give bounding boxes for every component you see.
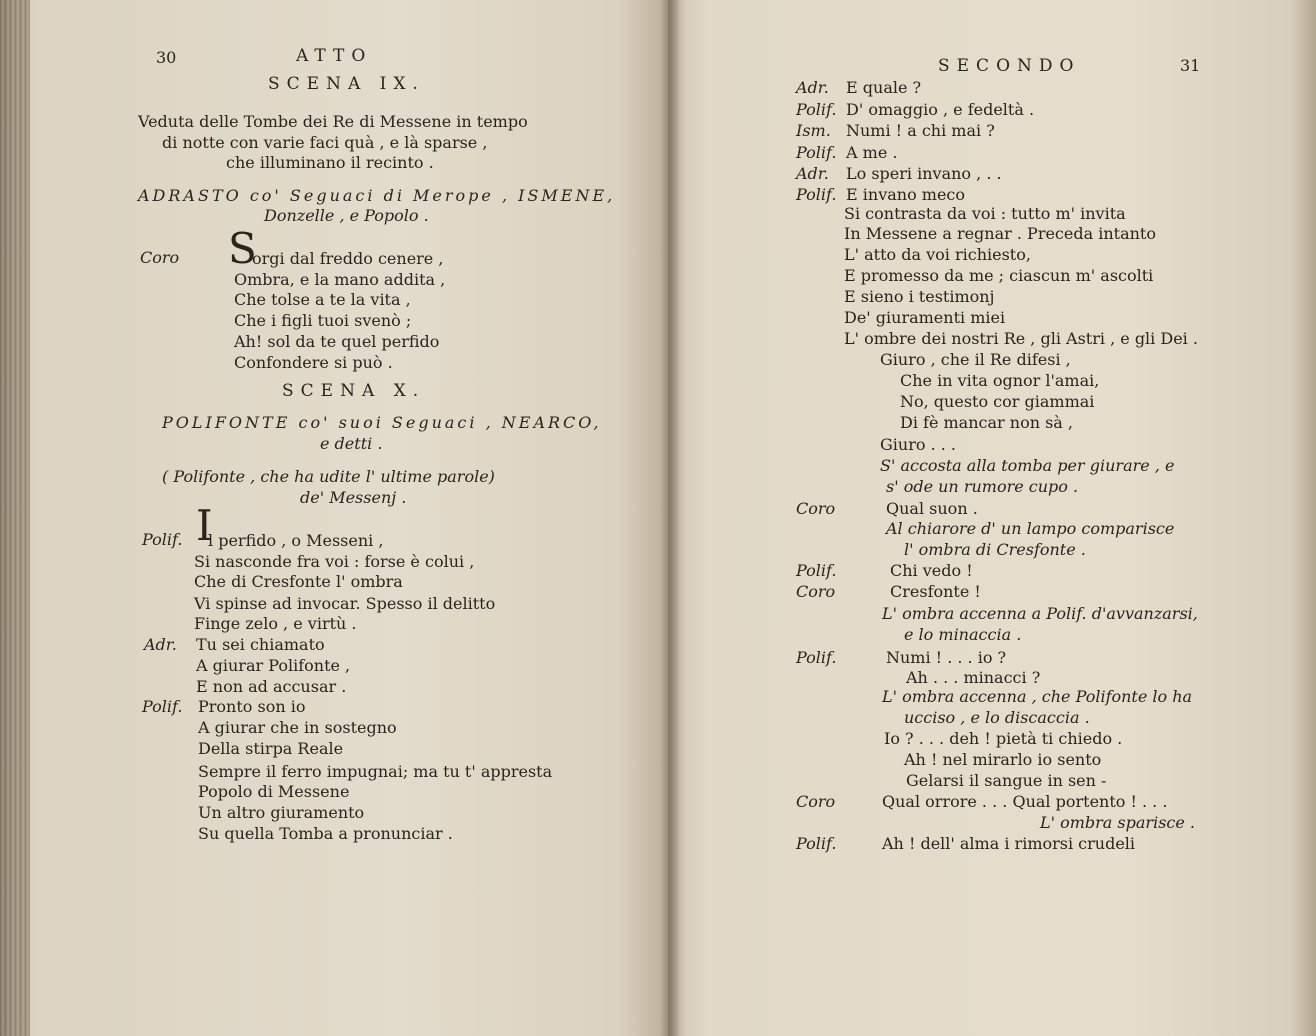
stage-setting-line: di notte con varie faci quà , e là sparse , [162,133,488,152]
stage-setting-line: che illuminano il recinto . [226,153,434,172]
cast-list: Donzelle , e Popolo . [264,206,429,225]
stage-direction: de' Messenj . [300,488,407,507]
verse-line: orgi dal freddo cenere , [252,249,444,268]
running-header: SECONDO [938,56,1081,76]
verse-line: Io ? . . . deh ! pietà ti chiedo . [884,729,1123,748]
verse-line: Ah . . . minacci ? [906,668,1041,687]
verse-line: Qual suon . [886,499,978,518]
verse-line: Che tolse a te la vita , [234,290,411,309]
scene-title: SCENA X. [282,381,426,401]
cast-list: e detti . [320,434,383,453]
speaker-label: Polif. [142,697,183,716]
stage-direction: s' ode un rumore cupo . [886,477,1079,496]
verse-line: Gelarsi il sangue in sen - [906,771,1107,790]
verse-line: E promesso da me ; ciascun m' ascolti [844,266,1154,285]
stage-direction: l' ombra di Cresfonte . [904,540,1086,559]
speaker-label: Coro [140,248,180,267]
verse-line: Cresfonte ! [890,582,981,601]
speaker-label: Adr. [796,78,829,97]
verse-line: Ombra, e la mano addita , [234,270,446,289]
verse-line: Giuro , che il Re difesi , [880,350,1071,369]
stage-direction: ucciso , e lo discaccia . [904,708,1090,727]
speaker-label: Coro [796,792,836,811]
cast-list: POLIFONTE co' suoi Seguaci , NEARCO, [162,413,602,432]
book-gutter [660,0,680,1036]
verse-line: Numi ! . . . io ? [886,648,1007,667]
verse-line: Che i figli tuoi svenò ; [234,311,412,330]
page-number: 31 [1180,56,1201,75]
speaker-label: Polif. [796,834,837,853]
verse-line: Ah ! nel mirarlo io sento [904,750,1102,769]
stage-direction: L' ombra accenna , che Polifonte lo ha [882,687,1193,706]
verse-line: E quale ? [846,78,922,97]
verse-line: Ah ! dell' alma i rimorsi crudeli [882,834,1136,853]
verse-line: Tu sei chiamato [196,635,325,654]
verse-line: Di fè mancar non sà , [900,413,1074,432]
speaker-label: Polif. [142,530,183,549]
verse-line: D' omaggio , e fedeltà . [846,100,1035,119]
verse-line: Si nasconde fra voi : forse è colui , [194,552,475,571]
page-edges [0,0,30,1036]
verse-line: Numi ! a chi mai ? [846,121,995,140]
verse-line: Finge zelo , e virtù . [194,614,357,633]
stage-direction: Al chiarore d' un lampo comparisce [886,519,1175,538]
verse-line: Si contrasta da voi : tutto m' invita [844,204,1126,223]
verse-line: No, questo cor giammai [900,392,1095,411]
verse-line: Qual orrore . . . Qual portento ! . . . [882,792,1168,811]
stage-direction: S' accosta alla tomba per giurare , e [880,456,1175,475]
verse-line: L' ombre dei nostri Re , gli Astri , e gli Dei . [844,329,1198,348]
running-header: ATTO [296,46,373,66]
verse-line: E sieno i testimonj [844,287,995,306]
verse-line: Che di Cresfonte l' ombra [194,572,403,591]
verse-line: Un altro giuramento [198,803,365,822]
verse-line: Pronto son io [198,697,306,716]
drop-cap: S [228,224,257,273]
scene-title: SCENA IX. [268,74,425,94]
verse-line: Giuro . . . [880,435,956,454]
verse-line: De' giuramenti miei [844,308,1006,327]
right-page [668,0,1316,1036]
verse-line: Sempre il ferro impugnai; ma tu t' appresta [198,762,553,781]
verse-line: A giurar Polifonte , [196,656,351,675]
verse-line: E invano meco [846,185,966,204]
verse-line: Confondere si può . [234,353,393,372]
speaker-label: Ism. [796,121,831,140]
stage-setting-line: Veduta delle Tombe dei Re di Messene in tempo [138,112,528,131]
speaker-label: Coro [796,499,836,518]
verse-line: Ah! sol da te quel perfido [234,332,440,351]
speaker-label: Polif. [796,143,837,162]
stage-direction: ( Polifonte , che ha udite l' ultime parole) [162,467,495,486]
drop-cap: I [196,501,213,550]
verse-line: Che in vita ognor l'amai, [900,371,1100,390]
stage-direction: L' ombra accenna a Polif. d'avvanzarsi, [882,604,1198,623]
verse-line: A giurar che in sostegno [198,718,397,737]
speaker-label: Polif. [796,185,837,204]
stage-direction: L' ombra sparisce . [1040,813,1195,832]
speaker-label: Adr. [796,164,829,183]
stage-direction: e lo minaccia . [904,625,1022,644]
cast-list: ADRASTO co' Seguaci di Merope , ISMENE, [138,186,616,205]
speaker-label: Polif. [796,100,837,119]
verse-line: Vi spinse ad invocar. Spesso il delitto [194,594,496,613]
verse-line: Su quella Tomba a pronunciar . [198,824,453,843]
verse-line: E non ad accusar . [196,677,347,696]
speaker-label: Adr. [144,635,177,654]
verse-line: Della stirpa Reale [198,739,344,758]
speaker-label: Coro [796,582,836,601]
speaker-label: Polif. [796,648,837,667]
verse-line: In Messene a regnar . Preceda intanto [844,224,1156,243]
verse-line: Popolo di Messene [198,782,350,801]
verse-line: L' atto da voi richiesto, [844,245,1031,264]
verse-line: A me . [846,143,898,162]
speaker-label: Polif. [796,561,837,580]
verse-line: Lo speri invano , . . [846,164,1002,183]
verse-line: Chi vedo ! [890,561,973,580]
page-number: 30 [156,48,177,67]
verse-line: l perfido , o Messeni , [208,531,384,550]
